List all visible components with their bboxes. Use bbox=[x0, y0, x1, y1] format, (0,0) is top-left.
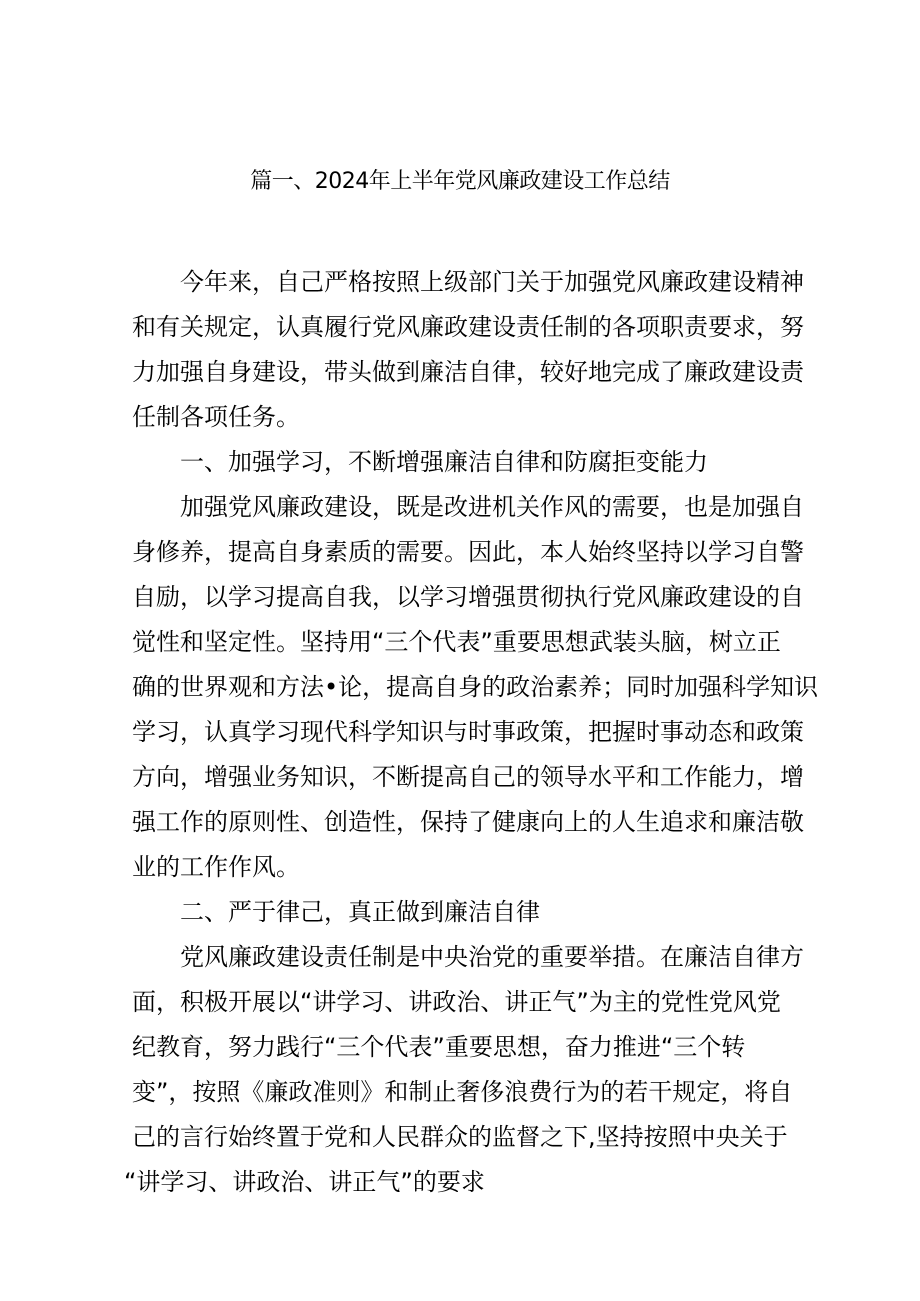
paragraph-line: 党风廉政建设责任制是中央治党的重要举措。在廉洁自律方 bbox=[180, 943, 804, 971]
paragraph-line: 身修养，提高自身素质的需要。因此，本人始终坚持以学习自警 bbox=[132, 538, 804, 566]
paragraph-line: 自励，以学习提高自我，以学习增强贯彻执行党风廉政建设的自 bbox=[132, 583, 804, 611]
document-title: 篇一、2024年上半年党风廉政建设工作总结 bbox=[250, 169, 670, 194]
paragraph-line: 面，积极开展以“讲学习、讲政治、讲正气”为主的党性党风党 bbox=[132, 988, 781, 1016]
paragraph-line: 和有关规定，认真履行党风廉政建设责任制的各项职责要求，努 bbox=[132, 313, 804, 341]
paragraph-line: 强工作的原则性、创造性，保持了健康向上的人生追求和廉洁敬 bbox=[132, 808, 804, 836]
paragraph-line: 学习，认真学习现代科学知识与时事政策，把握时事动态和政策 bbox=[132, 718, 804, 746]
paragraph-line: 确的世界观和方法•论，提高自身的政治素养；同时加强科学知识 bbox=[132, 673, 819, 701]
paragraph-line: 任制各项任务。 bbox=[132, 403, 300, 431]
paragraph-line: 纪教育，努力践行“三个代表”重要思想，奋力推进“三个转 bbox=[132, 1033, 746, 1061]
paragraph-line: 业的工作作风。 bbox=[132, 853, 300, 881]
paragraph-line: 加强党风廉政建设，既是改进机关作风的需要，也是加强自 bbox=[180, 493, 804, 521]
paragraph-line: 变”，按照《廉政准则》和制止奢侈浪费行为的若干规定，将自 bbox=[132, 1078, 793, 1106]
paragraph-line: 己的言行始终置于党和人民群众的监督之下,坚持按照中央关于 bbox=[132, 1123, 788, 1151]
paragraph-line: 力加强自身建设，带头做到廉洁自律，较好地完成了廉政建设责 bbox=[132, 358, 804, 386]
section-heading: 一、加强学习，不断增强廉洁自律和防腐拒变能力 bbox=[180, 448, 708, 476]
paragraph-line: “讲学习、讲政治、讲正气”的要求 bbox=[124, 1168, 485, 1196]
section-heading: 二、严于律己，真正做到廉洁自律 bbox=[180, 898, 540, 926]
paragraph-line: 今年来，自己严格按照上级部门关于加强党风廉政建设精神 bbox=[180, 268, 804, 296]
paragraph-line: 方向，增强业务知识，不断提高自己的领导水平和工作能力，增 bbox=[132, 763, 804, 791]
paragraph-line: 觉性和坚定性。坚持用“三个代表”重要思想武装头脑，树立正 bbox=[132, 628, 781, 656]
